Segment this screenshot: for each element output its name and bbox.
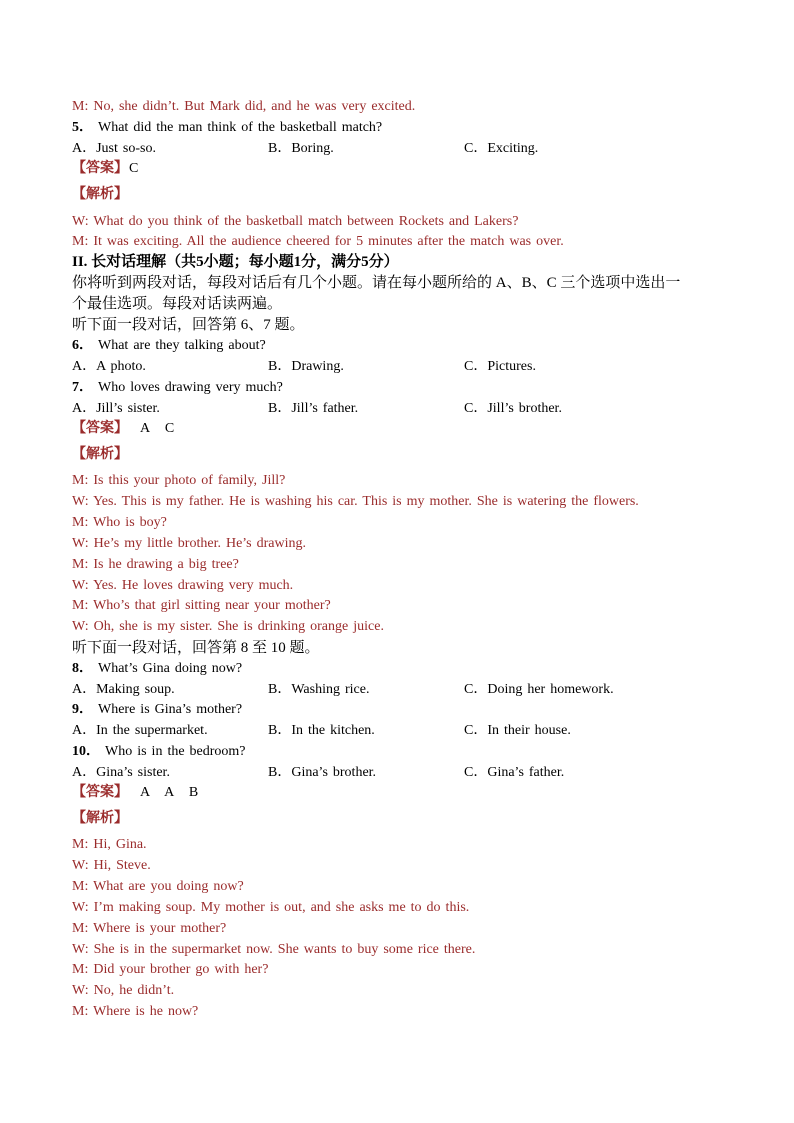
answer-line: [72, 159, 138, 179]
answer-line: [72, 783, 198, 803]
question-number: 5．: [72, 120, 93, 135]
dialogue-line: M: It was exciting. All the audience cheered for 5 minutes after the match was over.: [72, 234, 564, 249]
question-9: [72, 700, 242, 720]
option-b: B．Jill’s father.: [268, 401, 359, 416]
option-b: B．Boring.: [268, 141, 334, 156]
option-c: C．Gina’s father.: [464, 765, 565, 780]
answer-line: [72, 419, 174, 439]
dialogue-line: M: Who is boy?: [72, 515, 167, 530]
analysis-line: [72, 809, 128, 829]
question-stem: What’s Gina doing now?: [98, 661, 243, 676]
dialogue-line: W: Yes. This is my father. He is washing his car. This is my mother. She is watering the flowers.: [72, 494, 639, 509]
question-number: 8．: [72, 661, 93, 676]
question-stem: Who is in the bedroom?: [105, 744, 246, 759]
dialogue-line: M: Who’s that girl sitting near your mother?: [72, 598, 331, 613]
question-stem: Where is Gina’s mother?: [98, 702, 243, 717]
question-10-options: [72, 763, 712, 783]
dialogue-line: M: What are you doing now?: [72, 879, 244, 894]
question-8: [72, 659, 242, 679]
option-a: A．In the supermarket.: [72, 723, 208, 738]
option-a: A．Jill’s sister.: [72, 401, 160, 416]
answer-value: C: [129, 161, 139, 176]
question-5-options: [72, 139, 712, 159]
answer-value: A A B: [140, 785, 199, 800]
question-stem: Who loves drawing very much?: [98, 380, 283, 395]
option-a: A．Gina’s sister.: [72, 765, 170, 780]
dialogue-line: W: Hi, Steve.: [72, 858, 151, 873]
analysis-label: 【解析】: [72, 447, 128, 462]
option-b: B．Gina’s brother.: [268, 765, 377, 780]
analysis-line: [72, 185, 128, 205]
question-number: 7．: [72, 380, 93, 395]
question-8-options: [72, 680, 712, 700]
answer-label: 【答案】: [72, 421, 128, 436]
answer-label: 【答案】: [72, 161, 128, 176]
option-c: C．Jill’s brother.: [464, 401, 562, 416]
dialogue-line: M: Where is your mother?: [72, 921, 227, 936]
question-number: 9．: [72, 702, 93, 717]
question-7-options: [72, 399, 712, 419]
dialogue-line: M: Hi, Gina.: [72, 837, 147, 852]
dialogue-line: M: Did your brother go with her?: [72, 962, 269, 977]
section-instructions: 个最佳选项。每段对话读两遍。: [72, 296, 283, 312]
dialogue-prompt: 听下面一段对话，回答第 6、7 题。: [72, 317, 305, 333]
answer-value: A C: [140, 421, 175, 436]
option-b: B．Washing rice.: [268, 682, 370, 697]
dialogue-line: W: Oh, she is my sister. She is drinking orange juice.: [72, 619, 384, 634]
question-number: 10．: [72, 744, 100, 759]
dialogue-line: W: She is in the supermarket now. She wants to buy some rice there.: [72, 942, 476, 957]
option-c: C．Exciting.: [464, 141, 539, 156]
dialogue-line: W: Yes. He loves drawing very much.: [72, 578, 294, 593]
option-b: B．Drawing.: [268, 359, 344, 374]
option-c: C．Doing her homework.: [464, 682, 614, 697]
dialogue-line: W: No, he didn’t.: [72, 983, 175, 998]
dialogue-line: W: What do you think of the basketball match between Rockets and Lakers?: [72, 214, 519, 229]
dialogue-line: M: No, she didn’t. But Mark did, and he was very excited.: [72, 99, 416, 114]
option-a: A．Just so-so.: [72, 141, 156, 156]
question-7: [72, 378, 283, 398]
dialogue-line: W: I’m making soup. My mother is out, and she asks me to do this.: [72, 900, 470, 915]
question-6: [72, 336, 266, 356]
question-5: [72, 118, 382, 138]
question-number: 6．: [72, 338, 93, 353]
analysis-label: 【解析】: [72, 187, 128, 202]
option-a: A．Making soup.: [72, 682, 175, 697]
answer-label: 【答案】: [72, 785, 128, 800]
question-stem: What are they talking about?: [98, 338, 266, 353]
question-9-options: [72, 721, 712, 741]
dialogue-line: W: He’s my little brother. He’s drawing.: [72, 536, 306, 551]
option-c: C．Pictures.: [464, 359, 536, 374]
dialogue-line: M: Where is he now?: [72, 1004, 199, 1019]
question-10: [72, 742, 246, 762]
section-instructions: 你将听到两段对话，每段对话后有几个小题。请在每小题所给的 A、B、C 三个选项中选出一: [72, 275, 681, 291]
question-stem: What did the man think of the basketball match?: [98, 120, 383, 135]
analysis-label: 【解析】: [72, 811, 128, 826]
option-a: A．A photo.: [72, 359, 146, 374]
option-b: B．In the kitchen.: [268, 723, 375, 738]
dialogue-line: M: Is he drawing a big tree?: [72, 557, 239, 572]
dialogue-line: M: Is this your photo of family, Jill?: [72, 473, 286, 488]
question-6-options: [72, 357, 712, 377]
option-c: C．In their house.: [464, 723, 571, 738]
analysis-line: [72, 445, 128, 465]
dialogue-prompt: 听下面一段对话，回答第 8 至 10 题。: [72, 640, 320, 656]
section-title: II. 长对话理解（共5小题；每小题1分，满分5分）: [72, 254, 399, 270]
